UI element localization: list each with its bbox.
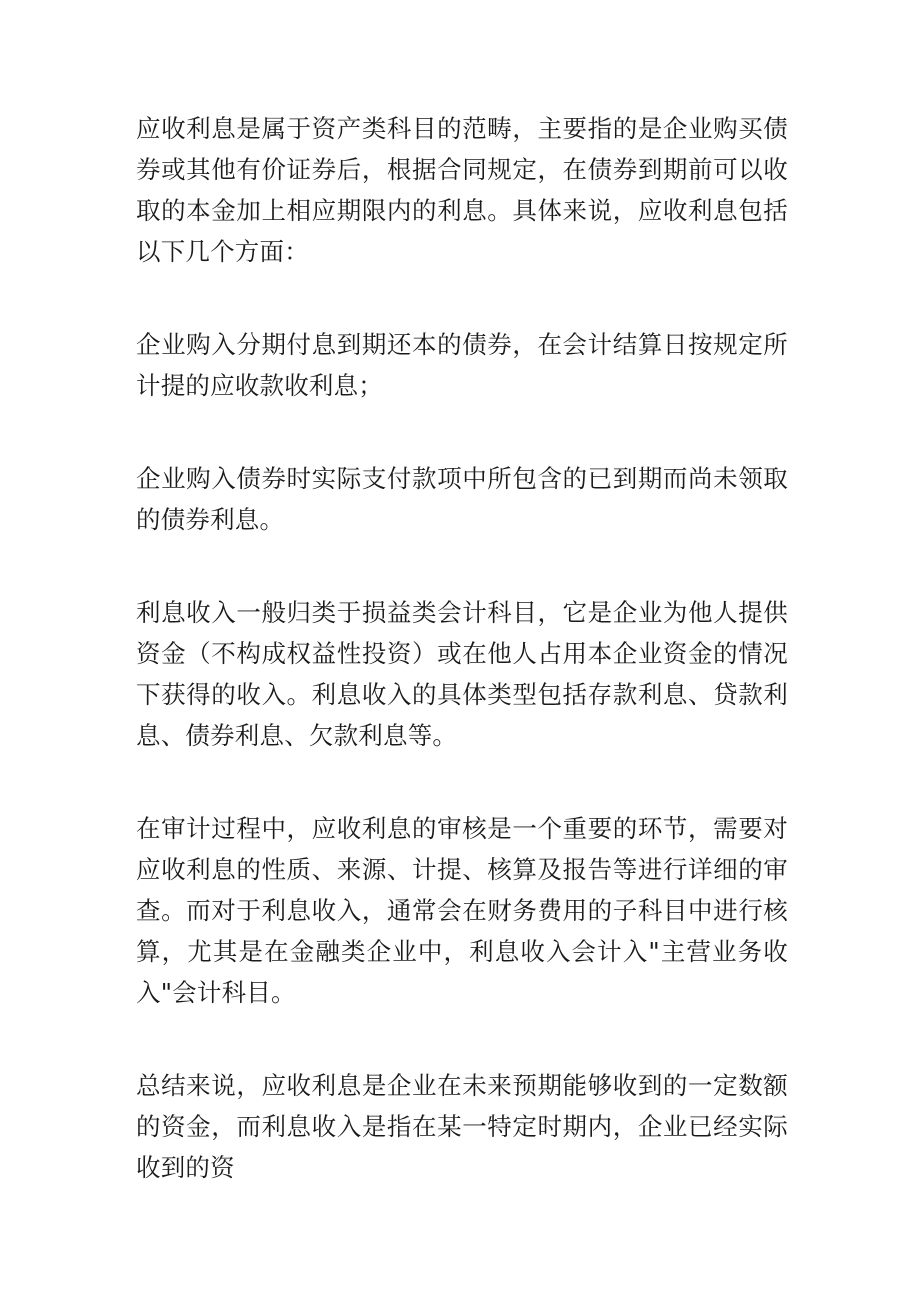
- paragraph-accrued-unclaimed-interest: 企业购入债券时实际支付款项中所包含的已到期而尚未领取的债券利息。: [136, 464, 788, 534]
- paragraph-receivable-interest-definition: 应收利息是属于资产类科目的范畴，主要指的是企业购买债券或其他有价证券后，根据合同规定，在债券到期前可以收取的本金加上相应期限内的利息。具体来说，应收利息包括以下几个方面：: [136, 114, 788, 266]
- paragraph-audit-process: 在审计过程中，应收利息的审核是一个重要的环节，需要对应收利息的性质、来源、计提、核算及报告等进行详细的审查。而对于利息收入，通常会在财务费用的子科目中进行核算，尤其是在金融类企业中，利息收入会计入"主营业务收入"会计科目。: [136, 814, 788, 1007]
- paragraph-summary: 总结来说，应收利息是企业在未来预期能够收到的一定数额的资金，而利息收入是指在某一特定时期内，企业已经实际收到的资: [136, 1071, 788, 1182]
- paragraph-installment-bond-interest: 企业购入分期付息到期还本的债券，在会计结算日按规定所计提的应收款收利息；: [136, 330, 788, 400]
- document-body: [136, 108, 788, 1188]
- paragraph-interest-income-definition: 利息收入一般归类于损益类会计科目，它是企业为他人提供资金（不构成权益性投资）或在他人占用本企业资金的情况下获得的收入。利息收入的具体类型包括存款利息、贷款利息、债券利息、欠款利息等。: [136, 598, 788, 750]
